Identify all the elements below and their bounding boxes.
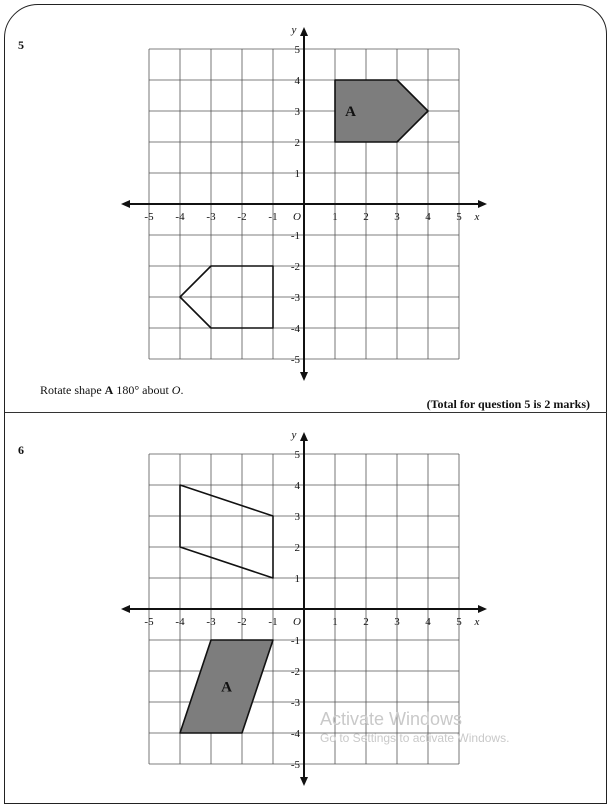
instruction-shape-name: A [104, 383, 114, 397]
instruction-text-middle: 180° about [113, 383, 172, 397]
y-tick-label: -2 [290, 666, 300, 678]
question-5-total-marks: (Total for question 5 is 2 marks) [426, 397, 590, 411]
instruction-text-start: Rotate shape [40, 383, 105, 397]
x-tick-label: 1 [332, 211, 338, 223]
question-5-number: 5 [18, 38, 24, 52]
y-tick-label: 3 [294, 106, 300, 118]
y-tick-label: -3 [290, 697, 300, 709]
y-tick-label: 4 [294, 480, 300, 492]
x-tick-label: 4 [425, 616, 431, 628]
watermark-subtitle: Go to Settings to activate Windows. [320, 731, 510, 745]
y-tick-label: -4 [290, 323, 300, 335]
x-tick-label: -3 [206, 616, 216, 628]
y-tick-label: 5 [294, 44, 300, 56]
instruction-point-name: O [171, 383, 181, 397]
x-tick-label: -1 [268, 211, 278, 223]
y-axis-label: y [291, 429, 297, 441]
shape-label-a: A [345, 104, 356, 120]
x-tick-label: 3 [394, 616, 400, 628]
shape-label-a: A [221, 679, 232, 696]
watermark-title: Activate Windows [320, 709, 463, 729]
x-tick-label: -3 [206, 211, 216, 223]
y-tick-label: -5 [290, 759, 300, 771]
x-tick-label: 3 [394, 211, 400, 223]
y-tick-label: -4 [290, 728, 300, 740]
x-tick-label: -1 [268, 616, 278, 628]
x-axis-left-arrow [121, 605, 130, 613]
x-tick-label: 5 [456, 211, 462, 223]
x-tick-label: -5 [144, 211, 154, 223]
y-tick-label: 2 [294, 542, 300, 554]
origin-label: O [293, 616, 301, 628]
x-tick-label: -2 [237, 211, 247, 223]
x-axis-label: x [474, 616, 480, 628]
y-tick-label: -2 [290, 261, 300, 273]
y-tick-label: 3 [294, 511, 300, 523]
y-axis-label: y [291, 24, 297, 36]
shape-b [180, 485, 273, 578]
y-tick-label: -3 [290, 292, 300, 304]
y-tick-label: 2 [294, 137, 300, 149]
y-axis-top-arrow [300, 432, 308, 441]
x-tick-label: 2 [363, 211, 369, 223]
y-tick-label: -1 [290, 635, 300, 647]
y-tick-label: 5 [294, 449, 300, 461]
y-tick-label: 4 [294, 75, 300, 87]
x-tick-label: -4 [175, 616, 185, 628]
y-axis-bottom-arrow [300, 777, 308, 786]
x-tick-label: -5 [144, 616, 154, 628]
x-axis-label: x [474, 211, 480, 223]
question-6-number: 6 [18, 443, 24, 457]
instruction-text-end: . [180, 383, 184, 397]
x-tick-label: 5 [456, 616, 462, 628]
x-tick-label: -2 [237, 616, 247, 628]
x-axis-right-arrow [478, 605, 487, 613]
origin-label: O [293, 211, 301, 223]
y-tick-label: 1 [294, 168, 300, 180]
x-tick-label: -4 [175, 211, 185, 223]
x-tick-label: 2 [363, 616, 369, 628]
y-tick-label: 1 [294, 573, 300, 585]
y-tick-label: -5 [290, 354, 300, 366]
y-tick-label: -1 [290, 230, 300, 242]
x-tick-label: 1 [332, 616, 338, 628]
x-tick-label: 4 [425, 211, 431, 223]
